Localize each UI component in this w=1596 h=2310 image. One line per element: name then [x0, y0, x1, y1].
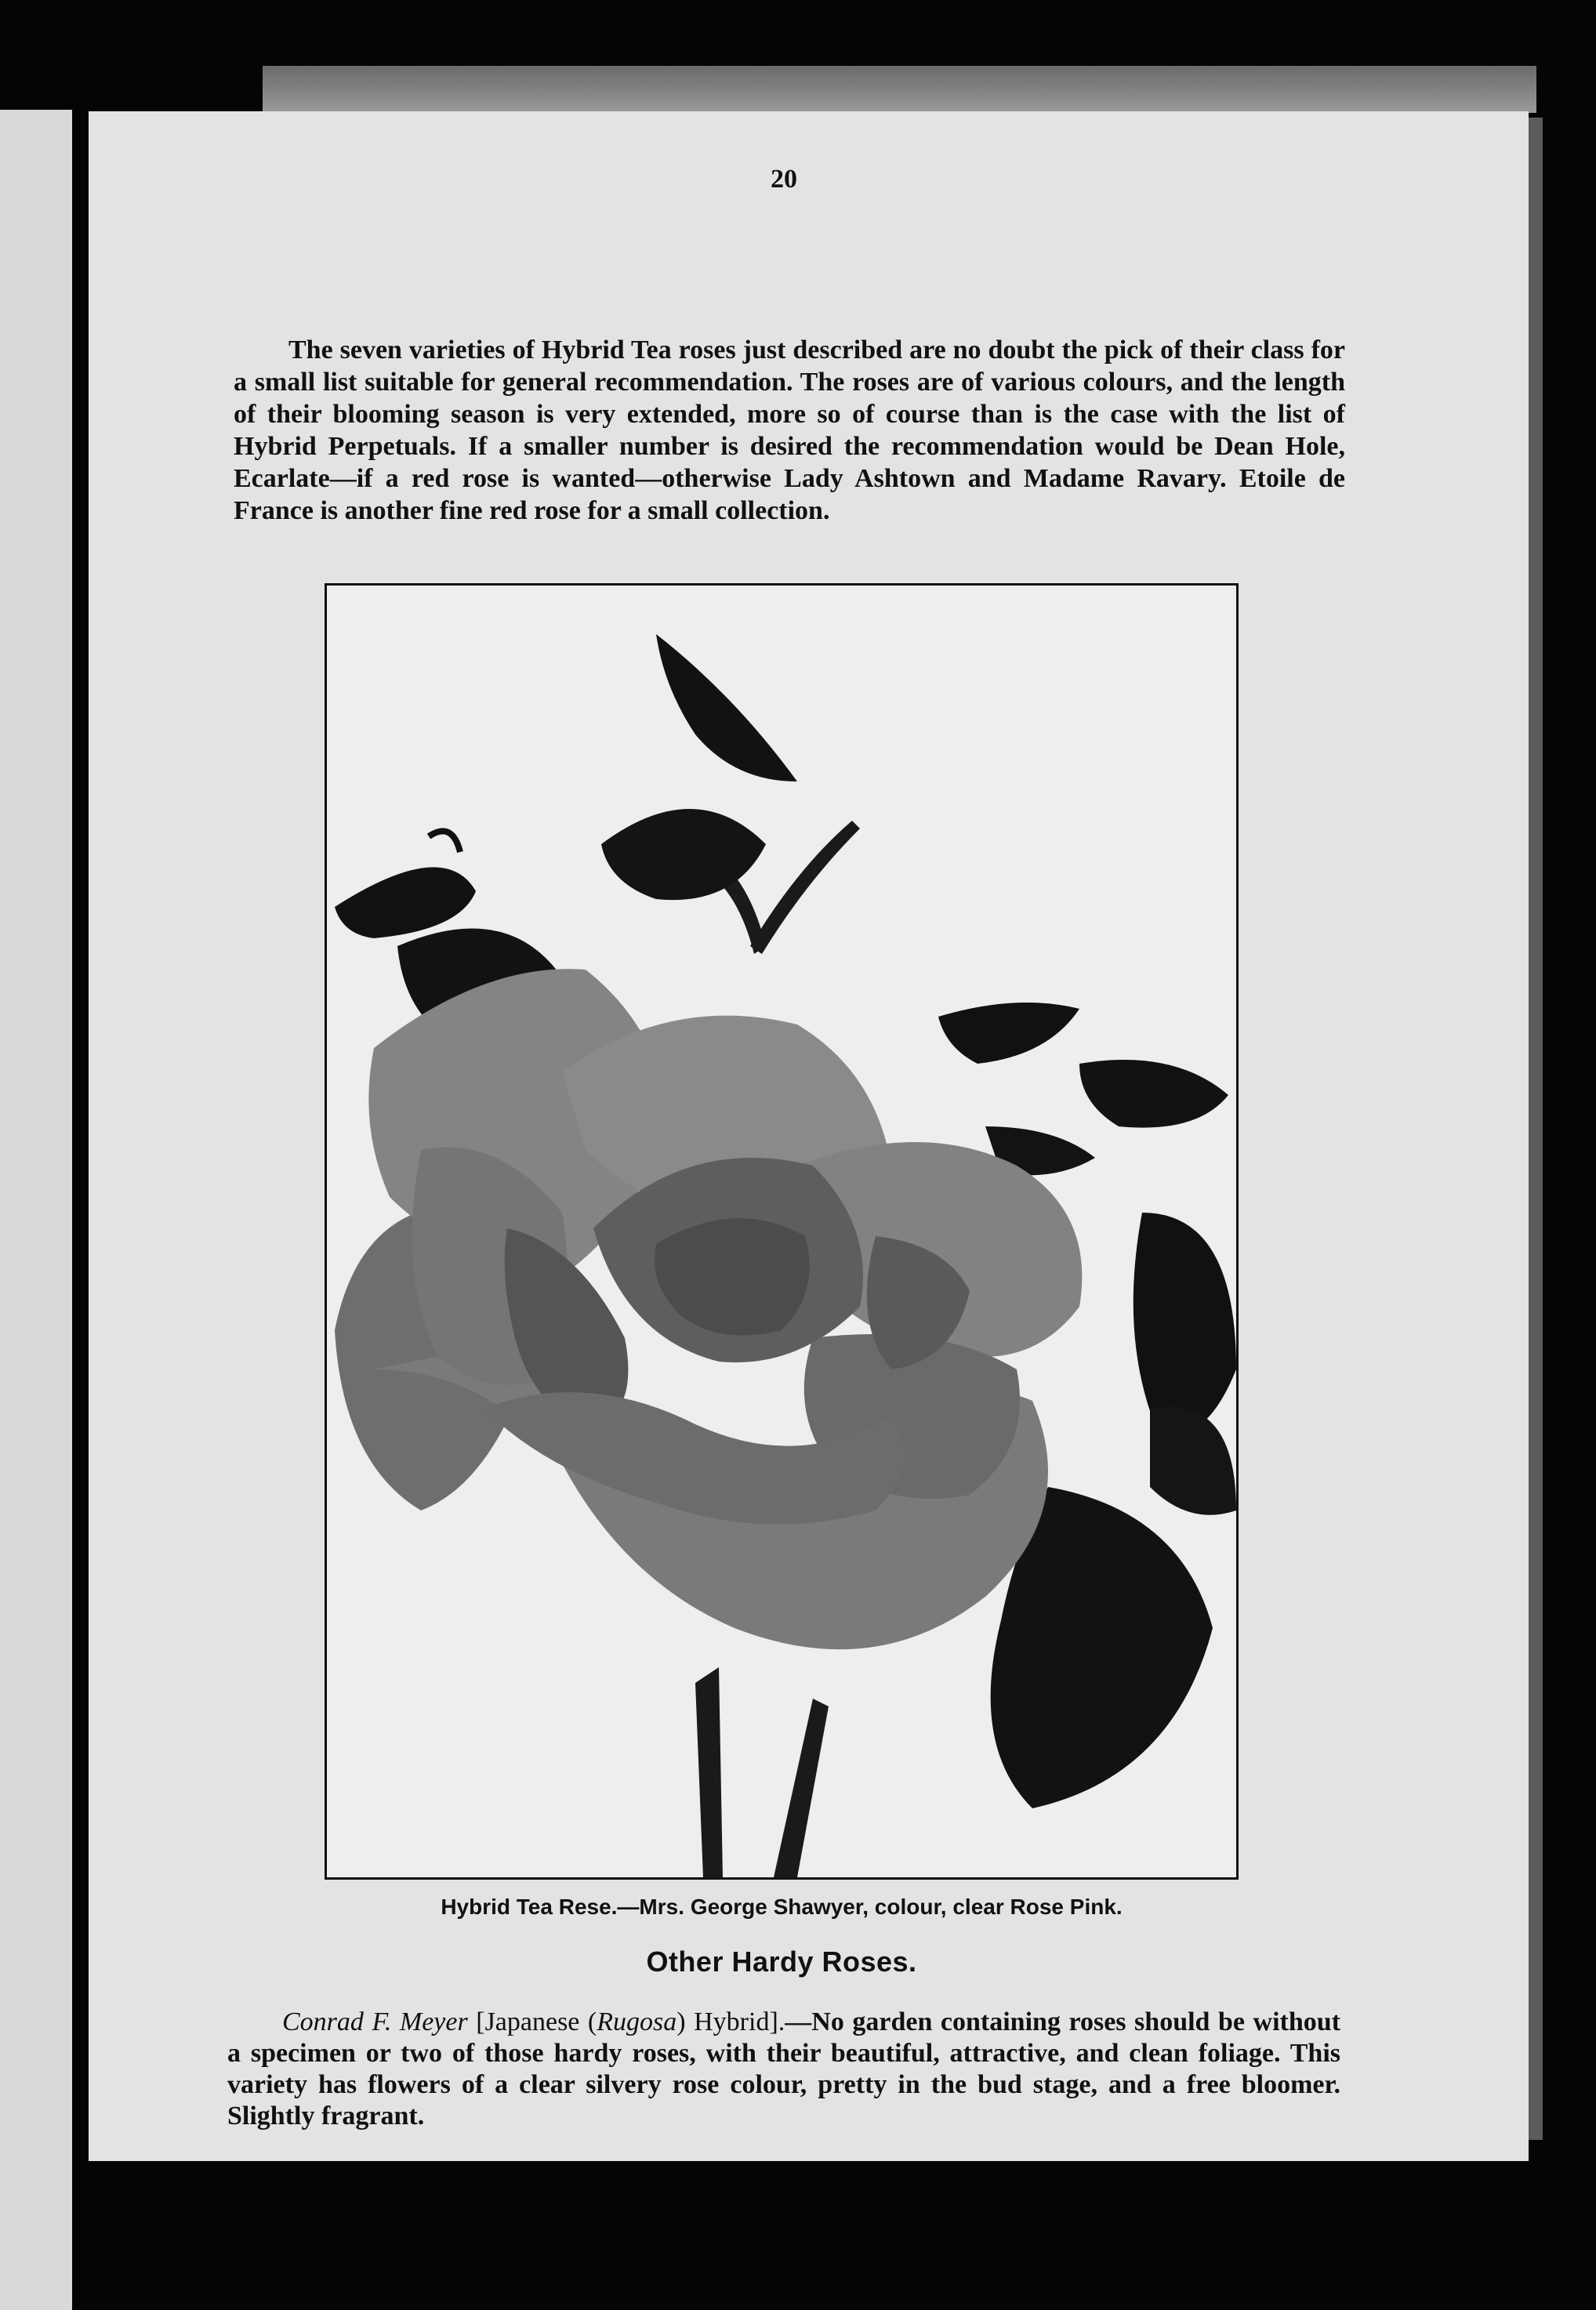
- page-number: 20: [771, 165, 797, 194]
- rose-entry: [227, 2007, 1340, 2132]
- section-heading: Other Hardy Roses.: [646, 1946, 917, 1978]
- top-page-edge: [263, 66, 1536, 113]
- entry-type-open: [Japanese (: [476, 2007, 597, 2036]
- intro-paragraph: The seven varieties of Hybrid Tea roses just described are no doubt the pick of their class for a small list suitable for general recommendation. The roses are of various colours, and the length of their blooming season is very extended, more so of course than is the case with the list of Hybrid Perpetuals. If a smaller number is desired the recommendation would be Dean Hole, Ecarlate—if a red rose is wanted—otherwise Lady Ashtown and Madame Ravary. Etoile de France is another fine red rose for a small collection.: [234, 335, 1345, 525]
- entry-type-close: ) Hybrid].: [676, 2007, 785, 2036]
- entry-type-italic: Rugosa: [597, 2007, 677, 2036]
- left-page-edge: [0, 110, 72, 2310]
- entry-name: Conrad F. Meyer: [282, 2007, 468, 2036]
- rose-illustration: [327, 586, 1236, 1877]
- rose-photograph: [325, 583, 1239, 1880]
- entry-description: —No garden containing roses should be without a specimen or two of those hardy roses, with their beautiful, attractive, and clean foliage. This variety has flowers of a clear silvery rose colour, pretty in the bud stage, and a free bloomer. Slightly fragrant.: [227, 2007, 1340, 2130]
- right-page-edge: [1529, 118, 1543, 2140]
- figure-caption: Hybrid Tea Rese.—Mrs. George Shawyer, colour, clear Rose Pink.: [441, 1895, 1123, 1919]
